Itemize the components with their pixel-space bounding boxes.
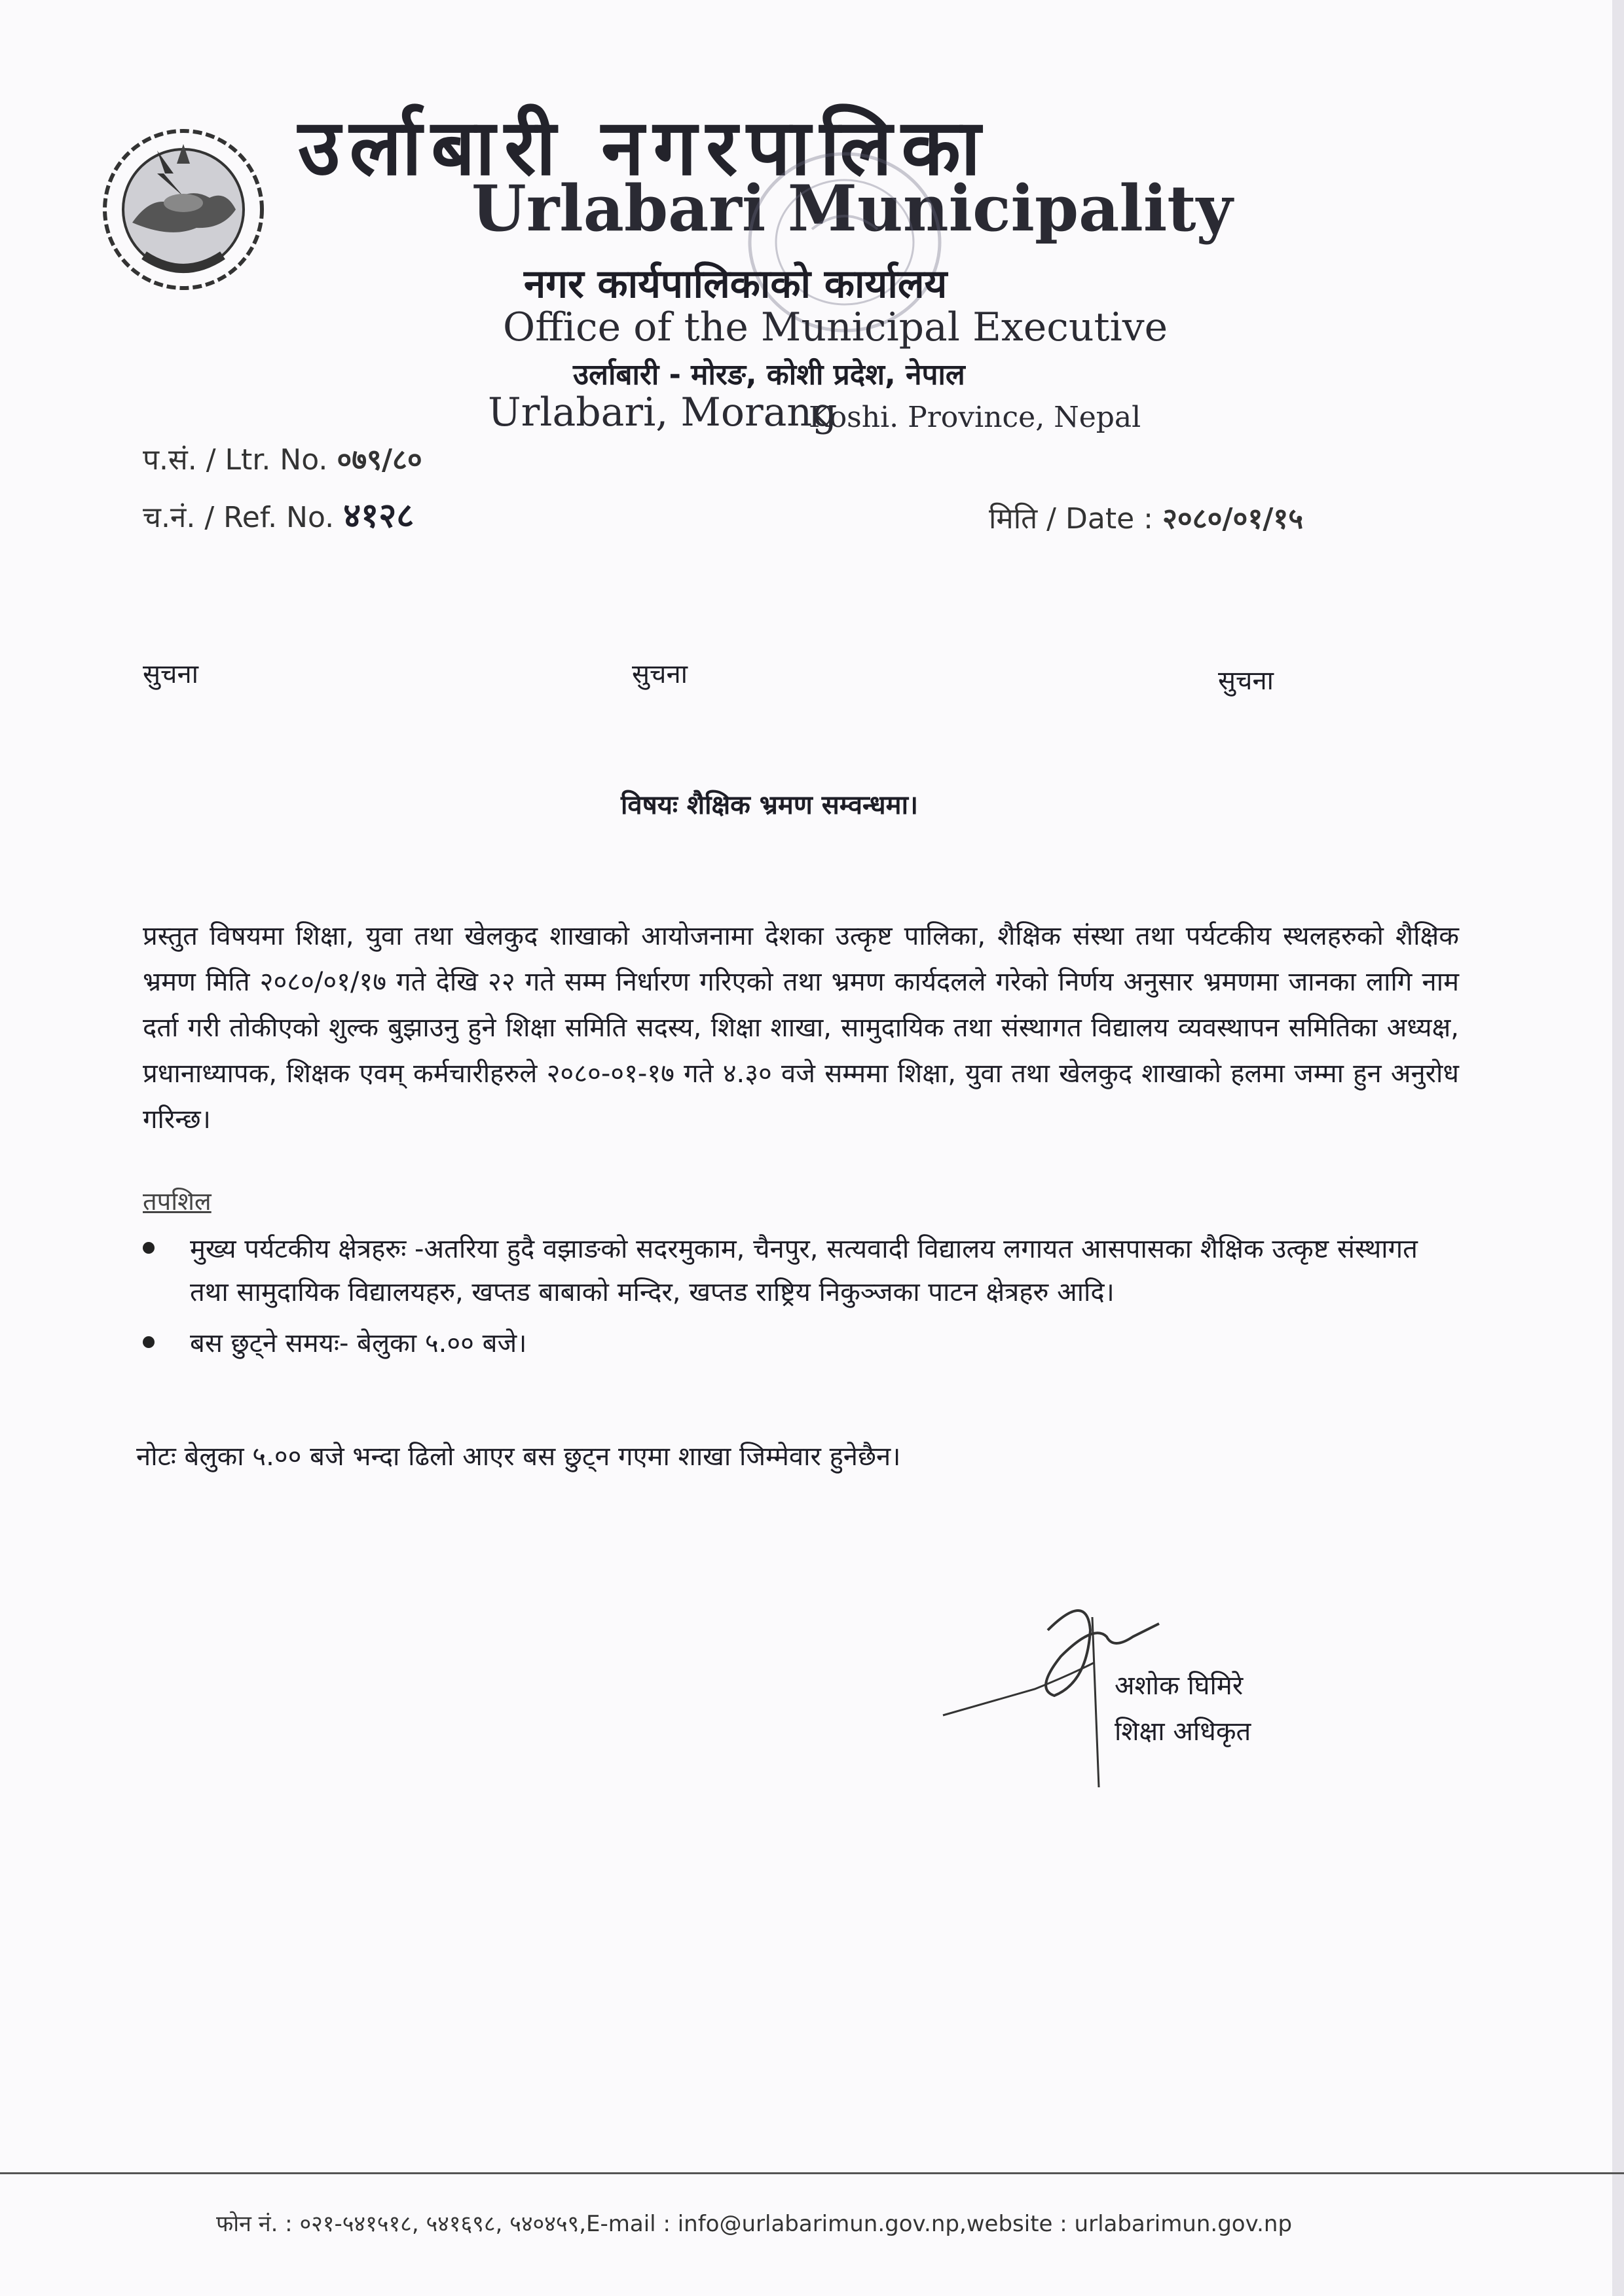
reference-number-value: ४१२८	[343, 496, 415, 536]
detail-bus-time: बस छुट्ने समयः- बेलुका ५.०० बजे।	[190, 1328, 527, 1358]
list-item	[143, 1322, 1439, 1365]
detail-tourist-areas: मुख्य पर्यटकीय क्षेत्रहरुः -अतरिया हुदै वझाङको सदरमुकाम, चैनपुर, सत्यवादी विद्यालय लगायत आसपासका शैक्षिक उत्कृष्ट संस्थागत तथा सामुदायिक विद्यालयहरु, खप्तड बाबाको मन्दिर, खप्तड राष्ट्रिय निकुञ्जका पाटन क्षेत्रहरु आदि।	[190, 1234, 1418, 1307]
address-nepali: उर्लाबारी - मोरङ, कोशी प्रदेश, नेपाल	[573, 358, 965, 392]
address-english: Urlabari, Morang	[488, 390, 838, 435]
notice-heading-right: सुचना	[1218, 666, 1274, 696]
body-paragraph: प्रस्तुत विषयमा शिक्षा, युवा तथा खेलकुद शाखाको आयोजनामा देशका उत्कृष्ट पालिका, शैक्षिक संस्था तथा पर्यटकीय स्थलहरुको शैक्षिक भ्रमण मिति २०८०/०१/१७ गते देखि २२ गते सम्म निर्धारण गरिएको तथा भ्रमण कार्यदलले गरेको निर्णय अनुसार भ्रमणमा जानका लागि नाम दर्ता गरी तोकीएको शुल्क बुझाउनु हुने शिक्षा समिति सदस्य, शिक्षा शाखा, सामुदायिक तथा संस्थागत विद्यालय व्यवस्थापन समितिका अध्यक्ष, प्रधानाध्यापक, शिक्षक एवम् कर्मचारीहरुले २०८०-०१-१७ गते ४.३० वजे सम्ममा शिक्षा, युवा तथा खेलकुद शाखाको हलमा जम्मा हुन अनुरोध गरिन्छ।	[143, 921, 1459, 1135]
letter-number-label: प.सं. / Ltr. No.	[143, 443, 328, 477]
reference-number-label: च.नं. / Ref. No.	[143, 501, 335, 534]
office-name-english: Office of the Municipal Executive	[503, 304, 1168, 350]
signatory-title: शिक्षा अधिकृत	[1115, 1717, 1251, 1747]
note-line: नोटः बेलुका ५.०० बजे भन्दा ढिलो आएर बस छुट्न गएमा शाखा जिम्मेवार हुनेछैन।	[136, 1442, 901, 1472]
bullet-icon	[143, 1336, 155, 1348]
address-english-province: Koshi. Province, Nepal	[809, 401, 1141, 434]
date-value: २०८०/०१/१५	[1162, 502, 1304, 536]
signatory-name: अशोक घिमिरे	[1115, 1671, 1244, 1701]
nepal-emblem-logo	[92, 124, 275, 295]
details-list	[143, 1228, 1439, 1373]
notice-heading-center: सुचना	[632, 659, 688, 689]
scan-edge-shadow	[1612, 0, 1624, 2296]
letter-number	[143, 439, 422, 478]
date-label: मिति / Date :	[989, 502, 1153, 536]
subject-line: विषयः शैक्षिक भ्रमण सम्वन्धमा।	[621, 790, 919, 820]
reference-number	[143, 491, 414, 538]
municipality-title-english: Urlabari Municipality	[471, 172, 1233, 246]
bullet-icon	[143, 1242, 155, 1254]
details-heading: तपशिल	[143, 1187, 212, 1216]
municipality-title-nepali: उर्लाबारी नगरपालिका	[298, 102, 990, 192]
list-item	[143, 1228, 1439, 1314]
footer-contact: फोन नं. : ०२१-५४१५१८, ५४१६९८, ५४०४५९,E-mail : info@urlabarimun.gov.np,website : urlabarimun.gov.np	[216, 2211, 1293, 2237]
office-name-nepali: नगर कार्यपालिकाको कार्यालय	[524, 261, 948, 307]
notice-heading-left: सुचना	[143, 659, 198, 689]
letter-number-value: ०७९/८०	[337, 443, 422, 477]
letter-date	[989, 498, 1303, 537]
footer-divider	[0, 2172, 1624, 2174]
